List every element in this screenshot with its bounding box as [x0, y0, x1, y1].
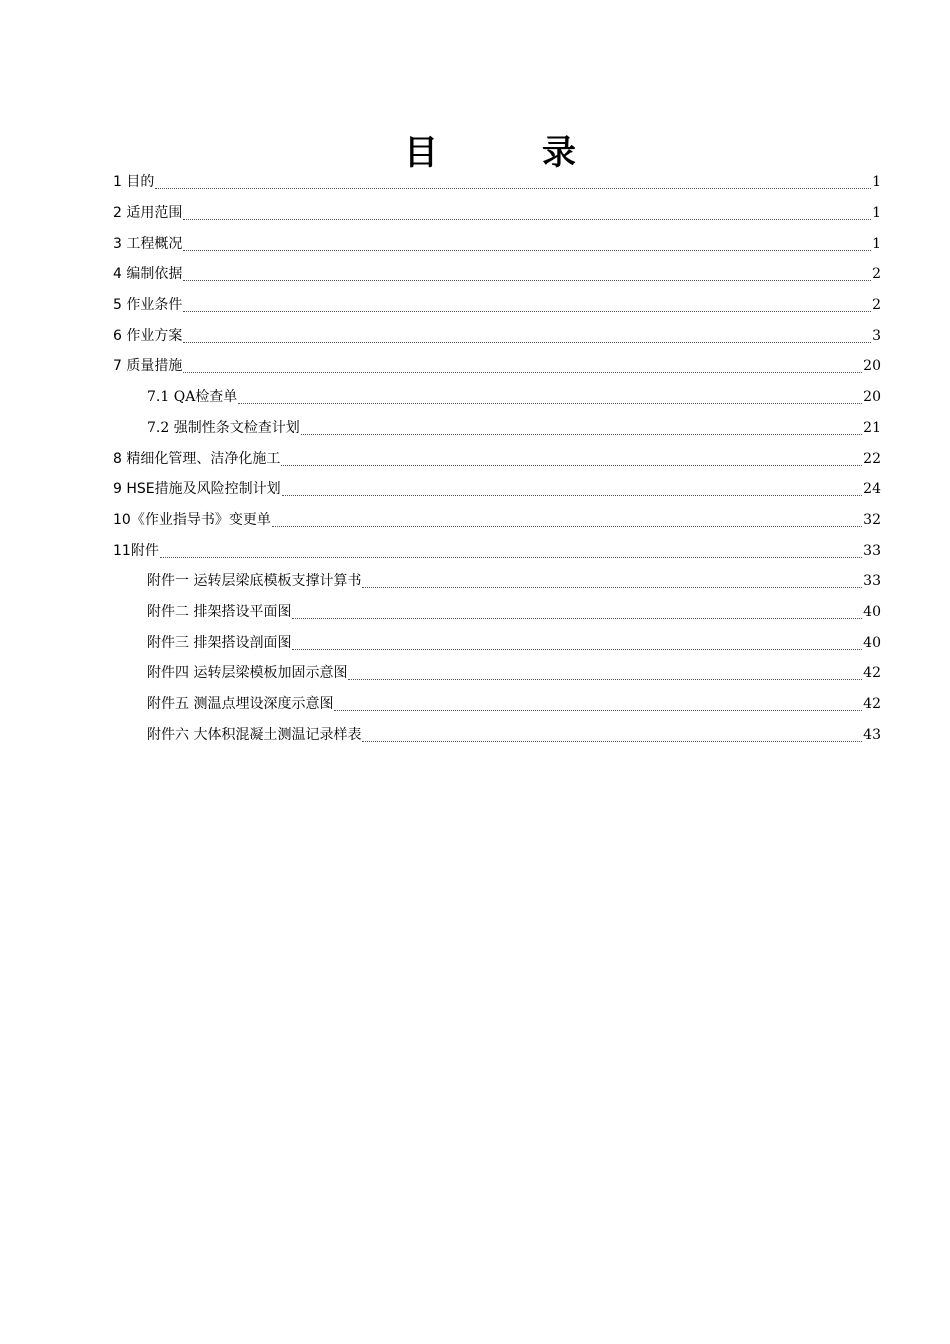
toc-page-number: 21	[863, 419, 881, 436]
toc-subentry[interactable]	[113, 627, 881, 658]
toc-leader-dots	[183, 249, 871, 251]
toc-entry[interactable]	[113, 198, 881, 229]
toc-entry[interactable]	[113, 474, 881, 505]
toc-subentry[interactable]	[113, 566, 881, 597]
toc-subentry[interactable]	[113, 658, 881, 689]
toc-leader-dots	[334, 709, 862, 711]
toc-entry-text: 附件六 大体积混凝土测温记录样表	[147, 726, 362, 743]
toc-entry-text: 2 适用范围	[113, 205, 183, 222]
toc-page-number: 2	[872, 297, 881, 314]
toc-leader-dots	[160, 556, 862, 558]
toc-entry[interactable]	[113, 535, 881, 566]
toc-leader-dots	[362, 586, 862, 588]
toc-leader-dots	[362, 740, 862, 742]
toc-page-number: 24	[863, 481, 881, 498]
toc-entry-text: 附件二 排架搭设平面图	[147, 603, 292, 620]
toc-page-number: 3	[872, 327, 881, 344]
toc-page-number: 40	[863, 634, 881, 651]
toc-leader-dots	[348, 678, 862, 680]
page-title-left: 目	[404, 133, 438, 173]
toc-leader-dots	[238, 402, 862, 404]
toc-page-number: 33	[863, 573, 881, 590]
toc-entry-text: 附件五 测温点埋设深度示意图	[147, 696, 334, 713]
toc-subentry[interactable]	[113, 689, 881, 720]
toc-entry-text: 10《作业指导书》变更单	[113, 511, 271, 528]
toc-page-number: 20	[863, 358, 881, 375]
toc-leader-dots	[183, 371, 862, 373]
toc-entry-text: 11附件	[113, 542, 159, 559]
toc-entry-text: 7.1 QA检查单	[147, 389, 238, 406]
toc-page-number: 1	[872, 235, 881, 252]
toc-leader-dots	[292, 648, 862, 650]
toc-leader-dots	[301, 433, 862, 435]
toc-leader-dots	[272, 525, 862, 527]
toc-entry-text: 8 精细化管理、洁净化施工	[113, 450, 281, 467]
toc-leader-dots	[183, 310, 871, 312]
toc-entry[interactable]	[113, 259, 881, 290]
toc-entry[interactable]	[113, 351, 881, 382]
toc-subentry[interactable]	[113, 413, 881, 444]
toc-leader-dots	[155, 187, 871, 189]
toc-entry-text: 7 质量措施	[113, 358, 183, 375]
toc-page-number: 2	[872, 266, 881, 283]
toc-subentry[interactable]	[113, 597, 881, 628]
toc-page-number: 22	[863, 450, 881, 467]
toc-leader-dots	[282, 494, 863, 496]
toc-entry-text: 7.2 强制性条文检查计划	[147, 419, 300, 436]
toc-page-number: 33	[863, 542, 881, 559]
toc-subentry[interactable]	[113, 382, 881, 413]
toc-entry[interactable]	[113, 167, 881, 198]
toc-entry-text: 3 工程概况	[113, 235, 183, 252]
toc-subentry[interactable]	[113, 719, 881, 750]
toc-entry[interactable]	[113, 320, 881, 351]
toc-entry-text: 附件三 排架搭设剖面图	[147, 634, 292, 651]
toc-entry-text: 4 编制依据	[113, 266, 183, 283]
toc-page-number: 32	[863, 511, 881, 528]
toc-entry-text: 附件一 运转层梁底模板支撑计算书	[147, 573, 362, 590]
toc-entry-text: 6 作业方案	[113, 327, 183, 344]
toc-leader-dots	[281, 464, 862, 466]
toc-entry-text: 1 目的	[113, 174, 155, 191]
table-of-contents	[113, 167, 881, 750]
page-title-right: 录	[542, 133, 576, 173]
toc-page-number: 42	[863, 696, 881, 713]
toc-entry-text: 5 作业条件	[113, 297, 183, 314]
toc-entry[interactable]	[113, 505, 881, 536]
toc-leader-dots	[183, 341, 871, 343]
toc-entry[interactable]	[113, 290, 881, 321]
toc-page-number: 1	[872, 205, 881, 222]
toc-leader-dots	[183, 279, 871, 281]
toc-leader-dots	[292, 617, 862, 619]
toc-entry[interactable]	[113, 443, 881, 474]
toc-entry[interactable]	[113, 228, 881, 259]
toc-entry-text: 附件四 运转层梁模板加固示意图	[147, 665, 348, 682]
toc-page-number: 1	[872, 174, 881, 191]
toc-page-number: 40	[863, 603, 881, 620]
toc-leader-dots	[183, 218, 871, 220]
toc-entry-text: 9 HSE措施及风险控制计划	[113, 481, 281, 498]
toc-page-number: 20	[863, 389, 881, 406]
toc-page-number: 43	[863, 726, 881, 743]
toc-page-number: 42	[863, 665, 881, 682]
